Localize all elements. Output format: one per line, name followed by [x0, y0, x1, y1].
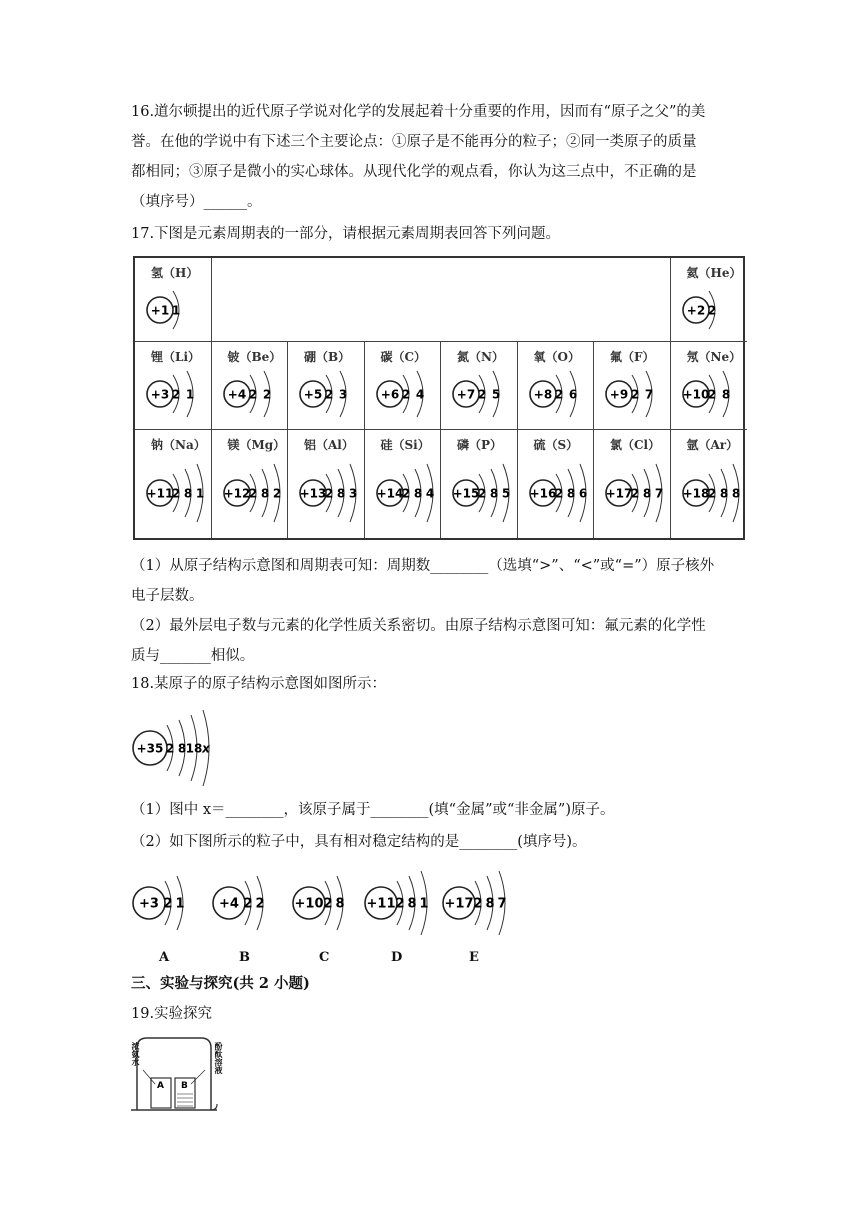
electron-count: 2: [262, 387, 271, 402]
q17-title: 17.下图是元素周期表的一部分，请根据元素周期表回答下列问题。: [131, 226, 561, 242]
nucleus-charge: +18: [682, 486, 709, 501]
electron-count: 1: [175, 896, 185, 912]
atom-structure-diagram: [441, 868, 519, 938]
electron-count: 2: [171, 387, 181, 402]
element-cell: [365, 342, 442, 430]
electron-count: 8: [407, 896, 417, 912]
electron-count: 2: [473, 896, 483, 912]
element-name: 铝（Al）: [304, 438, 354, 452]
q18-part-2: （2）如下图所示的粒子中，具有相对稳定结构的是________(填序号)。: [131, 834, 587, 850]
q17-part2-line-2: 质与_______相似。: [131, 648, 255, 664]
element-name: 钠（Na）: [151, 438, 206, 452]
element-name: 氦（He）: [686, 266, 742, 280]
element-cell: [288, 342, 365, 430]
element-atom: [375, 368, 441, 424]
electron-count: 2: [401, 387, 410, 402]
beaker-a-label: A: [157, 1081, 164, 1091]
element-name: 氮（N）: [457, 350, 504, 364]
atom-structure-diagram: [131, 705, 251, 791]
electron-count: 2: [477, 387, 487, 402]
electron-count: 7: [497, 896, 507, 912]
nucleus-charge: +11: [146, 486, 174, 501]
electron-count: 8: [642, 486, 652, 501]
electron-count: 18: [185, 741, 203, 756]
electron-count: 8: [183, 486, 193, 501]
nucleus-charge: +2: [686, 303, 705, 318]
element-name: 氯（Cl）: [610, 438, 661, 452]
q18-part-1: （1）图中 x＝________，该原子属于________(填“金属”或“非金属”)原子。: [131, 802, 615, 818]
nucleus-charge: +12: [223, 486, 250, 501]
phenolphthalein-label: 酚酞溶液: [214, 1042, 224, 1074]
electron-count: 2: [255, 896, 265, 912]
particle-label: A: [159, 950, 170, 965]
nucleus-charge: +15: [452, 486, 480, 501]
element-cell: [671, 430, 748, 538]
particle-c: [291, 868, 369, 965]
electron-count: 5: [501, 486, 511, 501]
electron-count: 2: [248, 486, 257, 501]
electron-count: 3: [338, 387, 348, 402]
electron-count: 2: [554, 486, 563, 501]
atom-structure-diagram: [363, 868, 441, 938]
particle-e: [441, 868, 519, 965]
atom-structure-diagram: [681, 368, 747, 420]
electron-count: 8: [719, 486, 728, 501]
element-atom: [298, 368, 364, 424]
nucleus-charge: +14: [376, 486, 403, 501]
electron-count: 2: [707, 303, 716, 318]
particle-label: E: [469, 950, 479, 965]
element-atom: [375, 460, 441, 530]
q16-line-3: 都相同；③原子是微小的实心球体。从现代化学的观点看，你认为这三点中，不正确的是: [131, 164, 697, 180]
electron-count: 2: [707, 387, 716, 402]
atom-structure-diagram: [375, 460, 441, 526]
atom-structure-diagram: [298, 460, 364, 526]
electron-count: 6: [578, 486, 587, 501]
atom-structure-diagram: [298, 368, 364, 420]
atom-structure-diagram: [291, 868, 369, 938]
q19-title: 19.实验探究: [131, 1006, 213, 1022]
electron-count: x: [202, 741, 210, 756]
electron-count: 2: [630, 486, 640, 501]
q17-part1-line-1: （1）从原子结构示意图和周期表可知：周期数________（选填“>”、“<”或“=”）原子核外: [131, 558, 715, 574]
element-name: 碳（C）: [380, 350, 427, 364]
q16-line-4: （填序号）______。: [131, 194, 262, 210]
periodic-table-figure: [133, 256, 745, 540]
element-atom: [681, 284, 747, 340]
element-atom: [681, 368, 747, 424]
element-name: 氩（Ar）: [686, 438, 739, 452]
particle-label: B: [239, 950, 250, 965]
element-cell: [518, 342, 595, 430]
electron-count: 2: [171, 486, 181, 501]
nucleus-charge: +35: [136, 741, 164, 756]
nucleus-charge: +3: [150, 387, 170, 402]
element-atom: [451, 460, 517, 530]
atom-structure-diagram: [145, 460, 211, 526]
nucleus-charge: +13: [299, 486, 327, 501]
electron-count: 8: [335, 896, 345, 912]
element-atom: [145, 284, 211, 340]
electron-count: 1: [419, 896, 429, 912]
nucleus-charge: +9: [609, 387, 629, 402]
atom-structure-diagram: [451, 368, 517, 420]
element-cell: [135, 430, 212, 538]
nucleus-charge: +17: [444, 896, 474, 912]
element-cell: [212, 342, 289, 430]
electron-count: 2: [401, 486, 410, 501]
element-name: 氖（Ne）: [686, 350, 742, 364]
element-atom: [681, 460, 747, 530]
element-cell: [671, 258, 748, 342]
electron-count: 2: [395, 896, 405, 912]
element-name: 铍（Be）: [227, 350, 282, 364]
electron-count: 8: [177, 741, 187, 756]
electron-count: 5: [491, 387, 501, 402]
atom-structure-diagram: [451, 460, 517, 526]
electron-count: 4: [415, 387, 424, 402]
atom-structure-diagram: [131, 868, 209, 938]
element-atom: [222, 368, 288, 424]
electron-count: 1: [171, 303, 181, 318]
atom-structure-diagram: [375, 368, 441, 420]
element-atom: [604, 368, 670, 424]
electron-count: 6: [568, 387, 577, 402]
element-atom: [222, 460, 288, 530]
element-cell: [518, 430, 595, 538]
electron-count: 8: [721, 387, 730, 402]
electron-count: 2: [324, 387, 334, 402]
nucleus-charge: +4: [227, 387, 246, 402]
element-cell: [365, 430, 442, 538]
element-atom: [451, 368, 517, 424]
table-blank-span: [212, 258, 671, 342]
electron-count: 8: [489, 486, 499, 501]
particle-a: [131, 868, 209, 965]
element-atom: [528, 368, 594, 424]
electron-count: 2: [243, 896, 253, 912]
electron-count: 7: [644, 387, 654, 402]
atom-structure-diagram: [528, 460, 594, 526]
nucleus-charge: +11: [366, 896, 396, 912]
element-cell: [441, 430, 518, 538]
atom-structure-diagram: [681, 460, 747, 526]
q18-particle-row: [131, 868, 511, 965]
electron-count: 1: [195, 486, 205, 501]
atom-structure-diagram: [222, 460, 288, 526]
nucleus-charge: +4: [219, 896, 239, 912]
electron-count: 8: [413, 486, 422, 501]
particle-d: [363, 868, 441, 965]
electron-count: 2: [707, 486, 716, 501]
nucleus-charge: +1: [150, 303, 170, 318]
q18-title: 18.某原子的原子结构示意图如图所示：: [131, 676, 387, 692]
element-cell: [135, 342, 212, 430]
ammonia-label: 浓氨水: [131, 1042, 141, 1066]
beaker-b-label: B: [181, 1081, 188, 1091]
atom-structure-diagram: [222, 368, 288, 420]
electron-count: 8: [336, 486, 346, 501]
nucleus-charge: +17: [605, 486, 633, 501]
element-cell: [212, 430, 289, 538]
nucleus-charge: +10: [682, 387, 709, 402]
nucleus-charge: +7: [456, 387, 476, 402]
section-3-heading: 三、实验与探究(共 2 小题): [131, 975, 310, 992]
electron-count: 2: [477, 486, 487, 501]
atom-structure-diagram: [211, 868, 289, 938]
electron-count: 8: [260, 486, 269, 501]
element-atom: [528, 460, 594, 530]
electron-count: 3: [348, 486, 358, 501]
element-atom: [145, 368, 211, 424]
element-cell: [594, 342, 671, 430]
q17-part2-line-1: （2）最外层电子数与元素的化学性质关系密切。由原子结构示意图可知：氟元素的化学性: [131, 618, 706, 634]
electron-count: 2: [248, 387, 257, 402]
element-name: 硅（Si）: [380, 438, 430, 452]
nucleus-charge: +16: [529, 486, 556, 501]
element-name: 磷（P）: [457, 438, 503, 452]
element-cell: [441, 342, 518, 430]
electron-count: 8: [731, 486, 740, 501]
element-atom: [145, 460, 211, 530]
element-name: 氢（H）: [151, 266, 199, 280]
atom-structure-diagram: [528, 368, 594, 420]
electron-count: 8: [485, 896, 495, 912]
element-name: 镁（Mg）: [227, 438, 286, 452]
q18-atom-diagram: [131, 705, 251, 795]
nucleus-charge: +5: [303, 387, 323, 402]
electron-count: 2: [554, 387, 563, 402]
element-name: 氟（F）: [610, 350, 655, 364]
element-name: 硫（S）: [533, 438, 579, 452]
nucleus-charge: +10: [294, 896, 324, 912]
electron-count: 8: [566, 486, 575, 501]
element-cell: [288, 430, 365, 538]
q17-part1-line-2: 电子层数。: [131, 588, 204, 604]
particle-label: C: [319, 950, 330, 965]
element-cell: [671, 342, 748, 430]
element-atom: [604, 460, 670, 530]
electron-count: 2: [323, 896, 333, 912]
particle-label: D: [391, 950, 403, 965]
q16-line-1: 16.道尔顿提出的近代原子学说对化学的发展起着十分重要的作用，因而有“原子之父”的美: [131, 104, 706, 120]
electron-count: 2: [324, 486, 334, 501]
atom-structure-diagram: [681, 284, 747, 336]
electron-count: 2: [165, 741, 175, 756]
electron-count: 2: [272, 486, 281, 501]
q16-line-2: 誉。在他的学说中有下述三个主要论点：①原子是不能再分的粒子；②同一类原子的质量: [131, 134, 697, 150]
atom-structure-diagram: [604, 368, 670, 420]
element-name: 氧（O）: [533, 350, 580, 364]
nucleus-charge: +3: [139, 896, 159, 912]
element-cell: [135, 258, 212, 342]
electron-count: 2: [163, 896, 173, 912]
electron-count: 7: [654, 486, 664, 501]
element-cell: [594, 430, 671, 538]
element-atom: [298, 460, 364, 530]
q19-beaker-figure: [131, 1034, 224, 1118]
electron-count: 2: [630, 387, 640, 402]
atom-structure-diagram: [145, 368, 211, 420]
element-name: 硼（B）: [304, 350, 351, 364]
atom-structure-diagram: [145, 284, 211, 336]
nucleus-charge: +8: [533, 387, 552, 402]
electron-count: 4: [425, 486, 434, 501]
nucleus-charge: +6: [380, 387, 399, 402]
atom-structure-diagram: [604, 460, 670, 526]
particle-b: [211, 868, 289, 965]
electron-count: 1: [185, 387, 195, 402]
element-name: 锂（Li）: [151, 350, 200, 364]
